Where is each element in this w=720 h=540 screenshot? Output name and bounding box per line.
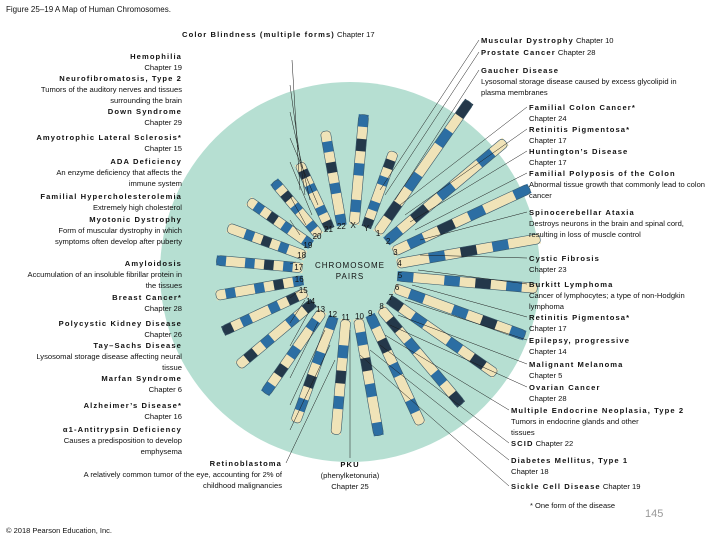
label-neurofibromatosis: Neurofibromatosis, Type 2 Tumors of the auditory nerves and tissues surrounding the brain — [40, 74, 182, 105]
figure-title: Figure 25–19 A Map of Human Chromosomes. — [6, 5, 171, 14]
label-ovarian-cancer: Ovarian Cancer Chapter 28 — [529, 383, 601, 403]
label-pku: PKU (phenylketonuria) Chapter 25 — [320, 460, 380, 491]
chromosome-number: 21 — [324, 225, 333, 235]
label-retinoblastoma: Retinoblastoma A relatively common tumor of the eye, accounting for 2% of childhood malignancies — [83, 459, 282, 490]
label-down-syndrome: Down Syndrome Chapter 29 — [107, 107, 182, 127]
label-malignant-melanoma: Malignant Melanoma Chapter 5 — [529, 360, 624, 380]
label-marfan: Marfan Syndrome Chapter 6 — [101, 374, 182, 394]
chromosome-number: 15 — [298, 286, 308, 296]
label-als: Amyotrophic Lateral Sclerosis* Chapter 15 — [36, 133, 182, 153]
label-men2: Multiple Endocrine Neoplasia, Type 2 Tumors in endocrine glands and other tissues — [511, 406, 685, 437]
label-epilepsy: Epilepsy, progressive Chapter 14 — [529, 336, 631, 356]
label-prostate-cancer: Prostate Cancer Chapter 28 — [481, 48, 596, 57]
chromosome-number: X — [350, 221, 356, 231]
label-retinitis-pigmentosa-2: Retinitis Pigmentosa* Chapter 17 — [529, 313, 631, 333]
page-number: 145 — [645, 508, 664, 520]
center-label: CHROMOSOME PAIRS — [315, 261, 385, 281]
chromosome-number: 1 — [375, 229, 381, 239]
label-myotonic-dystrophy: Myotonic Dystrophy Form of muscular dystrophy in which symptoms often develop after puberty — [54, 215, 182, 246]
chromosome-number: 17 — [294, 262, 304, 272]
chromosome-number: 18 — [297, 251, 307, 261]
chromosome-number: 14 — [306, 296, 316, 306]
label-familial-colon-cancer: Familial Colon Cancer* Chapter 24 — [529, 103, 636, 123]
label-a1-antitrypsin: α1-Antitrypsin Deficiency Causes a predisposition to develop emphysema — [62, 425, 182, 456]
chromosome-number: 19 — [303, 240, 313, 250]
chromosome-number: 6 — [394, 282, 400, 292]
chromosome-number: 16 — [294, 274, 304, 284]
label-ada-deficiency: ADA Deficiency An enzyme deficiency that affects the immune system — [56, 157, 182, 188]
label-retinitis-pigmentosa-1: Retinitis Pigmentosa* Chapter 17 — [529, 125, 631, 145]
chromosome-number: 20 — [312, 231, 322, 241]
chromosome-number: 12 — [328, 310, 338, 320]
chromosome-number: 10 — [355, 312, 364, 322]
label-polycystic-kidney: Polycystic Kidney Disease Chapter 26 — [58, 319, 182, 339]
label-amyloidosis: Amyloidosis Accumulation of an insoluble fibrillar protein in the tissues — [27, 259, 182, 290]
label-hemophilia: Hemophilia Chapter 19 — [130, 52, 182, 72]
label-huntingtons: Huntington’s Disease Chapter 17 — [529, 147, 629, 167]
chromosome-number: 2 — [385, 237, 391, 247]
label-familial-polyposis: Familial Polyposis of the Colon Abnormal tissue growth that commonly lead to colon cancer — [529, 169, 706, 200]
label-tay-sachs: Tay–Sachs Disease Lysosomal storage disease affecting neural tissue — [36, 341, 182, 372]
label-color-blindness: Color Blindness (multiple forms) Chapter 17 — [182, 30, 375, 39]
label-familial-hypercholesterolemia: Familial Hypercholesterolemia Extremely high cholesterol — [40, 192, 182, 212]
chromosome-number: 13 — [316, 304, 326, 314]
chromosome-number: 11 — [341, 312, 350, 322]
chromosome-number: 3 — [393, 247, 398, 257]
chromosome-number: 8 — [379, 302, 384, 312]
footnote: * One form of the disease — [530, 501, 616, 510]
label-breast-cancer: Breast Cancer* Chapter 28 — [112, 293, 182, 313]
label-alzheimers: Alzheimer’s Disease* Chapter 16 — [83, 401, 182, 421]
label-scid: SCID Chapter 22 — [511, 439, 574, 448]
chromosome-number: 7 — [388, 293, 394, 303]
label-diabetes: Diabetes Mellitus, Type 1 Chapter 18 — [511, 456, 629, 476]
label-gaucher: Gaucher Disease Lysosomal storage disease caused by excess glycolipid in plasma membranes — [481, 66, 677, 97]
label-cystic-fibrosis: Cystic Fibrosis Chapter 23 — [529, 254, 600, 274]
chromosome-number: 5 — [397, 271, 403, 280]
chromosome-number: 9 — [367, 308, 373, 318]
copyright: © 2018 Pearson Education, Inc. — [6, 526, 113, 535]
chromosome-number: 4 — [397, 259, 402, 268]
label-burkitt-lymphoma: Burkitt Lymphoma Cancer of lymphocytes; a type of non-Hodgkin lymphoma — [529, 280, 685, 311]
label-muscular-dystrophy: Muscular Dystrophy Chapter 10 — [481, 36, 614, 45]
label-spinocerebellar-ataxia: Spinocerebellar Ataxia Destroys neurons in the brain and spinal cord, resulting in loss of muscle control — [529, 208, 684, 239]
chromosome-number: 22 — [336, 221, 346, 231]
label-sickle-cell: Sickle Cell Disease Chapter 19 — [511, 482, 641, 491]
chromosome-number: Y — [363, 223, 370, 233]
